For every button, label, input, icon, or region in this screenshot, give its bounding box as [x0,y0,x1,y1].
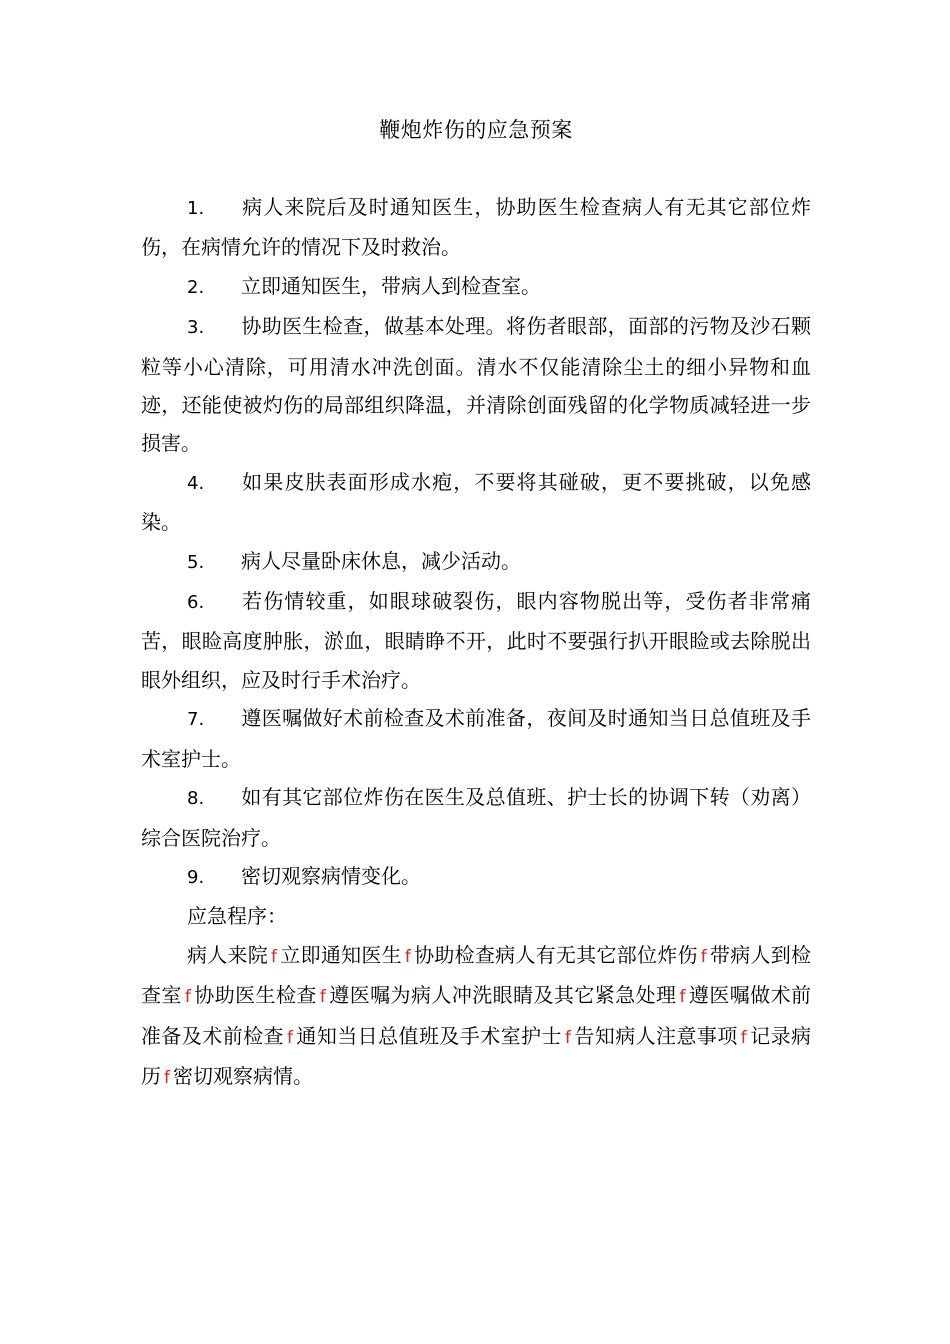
item-text: 协助医生检查，做基本处理。将伤者眼部，面部的污物及沙石颗粒等小心清除，可用清水冲洗创面。清水不仅能清除尘土的细小异物和血迹，还能使被灼伤的局部组织降温，并清除创面残留的化学物质减轻进一步损害。 [141,314,811,456]
item-number: 5. [187,551,205,573]
item-text: 若伤情较重，如眼球破裂伤，眼内容物脱出等，受伤者非常痛苦，眼睑高度肿胀，淤血，眼睛睁不开，此时不要强行扒开眼睑或去除脱出眼外组织，应及时行手术治疗。 [141,589,811,692]
list-item [141,582,811,699]
item-text: 病人来院后及时通知医生，协助医生检查病人有无其它部位炸伤，在病情允许的情况下及时救治。 [141,195,811,260]
arrow-icon: f [319,987,326,1008]
procedure-step: 带病人到检查室 [141,942,812,1008]
arrow-icon: f [164,1067,170,1088]
arrow-icon: f [271,946,278,967]
arrow-icon: f [740,1027,747,1048]
procedure-step: 立即通知医生 [280,942,402,967]
item-number: 2. [187,276,205,298]
list-item [141,267,811,307]
arrow-icon: f [286,1027,293,1048]
arrow-icon: f [564,1027,571,1048]
list-item [141,188,811,267]
document-page [141,112,811,1097]
list-item [141,778,811,857]
procedure-step: 遵医嘱为病人冲洗眼睛及其它紧急处理 [328,983,677,1008]
list-item [141,857,811,897]
procedure-step: 遵医嘱做术前准备及术前检查 [141,983,812,1048]
item-number: 6. [187,592,205,614]
list-item [141,699,811,778]
item-list [141,188,811,897]
procedure-step: 通知当日总值班及手术室护士 [295,1023,562,1048]
item-text: 如果皮肤表面形成水疱，不要将其碰破，更不要挑破，以免感染。 [141,469,811,535]
list-item [141,542,811,582]
item-text: 如有其它部位炸伤在医生及总值班、护士长的协调下转（劝离）综合医院治疗。 [141,785,811,850]
item-number: 3. [187,317,205,339]
item-number: 9. [187,866,205,888]
procedure-step: 协助检查病人有无其它部位炸伤 [413,942,698,967]
procedure-label: 应急程序： [187,904,287,929]
arrow-icon: f [404,946,411,967]
list-item [141,463,811,542]
document-title: 鞭炮炸伤的应急预案 [379,118,573,142]
item-text: 病人尽量卧床休息，减少活动。 [241,548,521,573]
procedure-step: 密切观察病情。 [173,1063,313,1088]
item-text: 密切观察病情变化。 [241,863,421,888]
procedure-step: 病人来院 [187,942,269,967]
item-text: 立即通知医生，带病人到检查室。 [241,273,541,298]
arrow-icon: f [679,987,686,1008]
procedure-step: 协助医生检查 [193,983,317,1008]
arrow-icon: f [700,946,707,967]
procedure-step: 告知病人注意事项 [573,1023,738,1048]
list-item [141,307,811,463]
item-number: 1. [187,198,205,219]
procedure-flow [141,936,811,1098]
procedure-step: 记录病历 [141,1023,812,1088]
item-number: 8. [187,788,205,810]
item-number: 7. [187,709,205,731]
item-text: 遵医嘱做好术前检查及术前准备，夜间及时通知当日总值班及手术室护士。 [141,706,811,771]
arrow-icon: f [184,987,191,1008]
item-number: 4. [187,472,205,494]
